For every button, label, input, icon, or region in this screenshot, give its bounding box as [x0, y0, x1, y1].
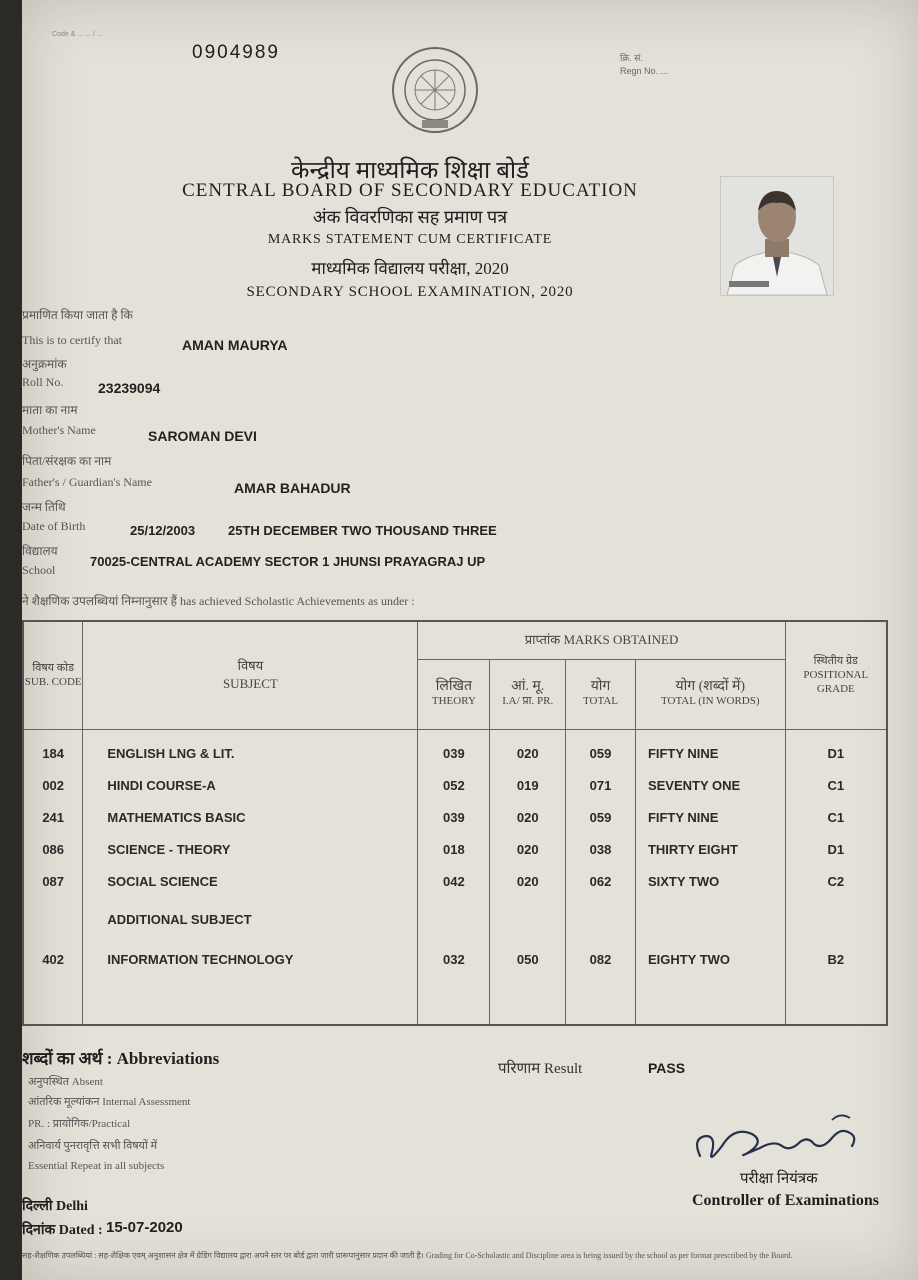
cell-words: THIRTY EIGHT — [635, 833, 785, 865]
serial-number: 0904989 — [192, 42, 280, 63]
cell-ia: 020 — [490, 865, 566, 897]
table-row — [23, 769, 887, 801]
result-value: PASS — [648, 1060, 686, 1076]
cell-ia: 020 — [490, 737, 566, 769]
cell-subject: MATHEMATICS BASIC — [83, 801, 418, 833]
cell-theory: 052 — [418, 769, 490, 801]
top-left-code: Code & ... ... / ... — [52, 31, 103, 38]
mother-hindi: माता का नाम — [22, 403, 78, 417]
controller-title-english: Controller of Examinations — [692, 1192, 879, 1209]
abbr-item: अनिवार्य पुनरावृत्ति सभी विषयों में — [28, 1140, 158, 1152]
col-marks-obtained: प्राप्तांक MARKS OBTAINED — [418, 621, 785, 659]
dob-value: 25/12/2003 — [130, 523, 196, 538]
cell-grade: C2 — [785, 865, 887, 897]
controller-signature — [682, 1098, 872, 1178]
cell-total: 059 — [566, 737, 636, 769]
cell-subject: SOCIAL SCIENCE — [83, 865, 418, 897]
board-name-english: CENTRAL BOARD OF SECONDARY EDUCATION — [182, 180, 638, 201]
table-row — [23, 865, 887, 897]
mother-label: Mother's Name — [22, 423, 96, 437]
cell-total: 059 — [566, 801, 636, 833]
cell-total: 062 — [566, 865, 636, 897]
additional-subject-row — [23, 897, 887, 941]
cell-words: SEVENTY ONE — [635, 769, 785, 801]
school-label: School — [22, 563, 56, 577]
place: दिल्ली Delhi — [22, 1199, 88, 1214]
dated-value: 15-07-2020 — [106, 1219, 183, 1236]
cell-words: EIGHTY TWO — [635, 941, 785, 977]
dob-label: Date of Birth — [22, 519, 86, 533]
abbr-item: PR. : प्रायोगिक/Practical — [28, 1118, 131, 1130]
col-sub-code: विषय कोड SUB. CODE — [23, 621, 83, 729]
school-hindi: विद्यालय — [22, 544, 58, 558]
abbr-item: आंतरिक मूल्यांकन Internal Assessment — [28, 1096, 191, 1108]
cell-words: FIFTY NINE — [635, 801, 785, 833]
col-theory: लिखित THEORY — [418, 659, 490, 729]
statement-title-hindi: अंक विवरणिका सह प्रमाण पत्र — [312, 207, 508, 227]
cell-code: 402 — [23, 941, 83, 977]
cell-code: 241 — [23, 801, 83, 833]
table-filler — [23, 977, 887, 1025]
table-row — [23, 833, 887, 865]
cell-total: 082 — [566, 941, 636, 977]
marks-table — [22, 620, 888, 1026]
student-name: AMAN MAURYA — [182, 337, 288, 353]
col-grade: स्थितीय ग्रेड POSITIONAL GRADE — [785, 621, 887, 729]
dated-label: दिनांक Dated : — [22, 1223, 103, 1238]
cell-theory: 032 — [418, 941, 490, 977]
dob-hindi: जन्म तिथि — [22, 500, 66, 514]
col-total: योग TOTAL — [566, 659, 636, 729]
cell-total: 071 — [566, 769, 636, 801]
marksheet-paper — [22, 0, 918, 1280]
registration-info — [620, 52, 668, 78]
cell-theory: 018 — [418, 833, 490, 865]
board-name-hindi: केन्द्रीय माध्यमिक शिक्षा बोर्ड — [291, 158, 529, 184]
abbr-item: Essential Repeat in all subjects — [28, 1160, 165, 1172]
controller-title-hindi: परीक्षा नियंत्रक — [740, 1171, 818, 1187]
cell-theory: 042 — [418, 865, 490, 897]
exam-title-english: SECONDARY SCHOOL EXAMINATION, 2020 — [246, 284, 574, 300]
dob-words: 25TH DECEMBER TWO THOUSAND THREE — [228, 523, 497, 538]
certify-hindi: प्रमाणित किया जाता है कि — [22, 308, 133, 322]
cell-theory: 039 — [418, 737, 490, 769]
certify-label: This is to certify that — [22, 333, 122, 347]
cell-total: 038 — [566, 833, 636, 865]
school-name: 70025-CENTRAL ACADEMY SECTOR 1 JHUNSI PRAYAGRAJ UP — [90, 554, 486, 569]
cell-words: SIXTY TWO — [635, 865, 785, 897]
roll-label: Roll No. — [22, 375, 64, 389]
regn-line-2: Regn No. ... — [620, 66, 669, 76]
cell-code: 002 — [23, 769, 83, 801]
student-photo — [720, 176, 834, 296]
additional-subject-heading: ADDITIONAL SUBJECT — [83, 897, 418, 941]
mother-name: SAROMAN DEVI — [148, 428, 257, 444]
roll-number: 23239094 — [98, 380, 161, 396]
table-spacer — [23, 729, 887, 737]
table-row — [23, 801, 887, 833]
cell-grade: D1 — [785, 737, 887, 769]
table-row — [23, 941, 887, 977]
achievement-line: ने शैक्षणिक उपलब्धियां निम्नानुसार हैं has achieved Scholastic Achievements as under : — [22, 594, 415, 608]
abbreviations-heading: शब्दों का अर्थ : Abbreviations — [22, 1049, 220, 1068]
cell-grade: C1 — [785, 801, 887, 833]
exam-title-hindi: माध्यमिक विद्यालय परीक्षा, 2020 — [311, 259, 509, 278]
cell-words: FIFTY NINE — [635, 737, 785, 769]
cell-code: 184 — [23, 737, 83, 769]
regn-line-1: क्रि. सं. — [620, 53, 643, 63]
statement-title-english: MARKS STATEMENT CUM CERTIFICATE — [267, 232, 553, 247]
cell-subject: SCIENCE - THEORY — [83, 833, 418, 865]
cell-ia: 019 — [490, 769, 566, 801]
abbr-item: अनुपस्थित Absent — [28, 1076, 103, 1088]
footnote: सह-शैक्षणिक उपलब्धियां : सह-शैक्षिक एवम् अनुशासन क्षेत्र में ग्रेडिंग विद्यालय द्वारा अपने स्तर पर बोर्ड द्वारा जारी प्रारूपानुसार प्रदान की जाती है। Grading for Co-Scholastic and Discipline area is being issued by the school as per format prescribed by the Board. — [22, 1251, 793, 1260]
marks-body — [23, 729, 887, 1025]
col-subject: विषय SUBJECT — [83, 621, 418, 729]
cell-grade: B2 — [785, 941, 887, 977]
father-hindi: पिता/संरक्षक का नाम — [22, 454, 112, 468]
col-total-words: योग (शब्दों में) TOTAL (IN WORDS) — [635, 659, 785, 729]
cell-code: 087 — [23, 865, 83, 897]
father-label: Father's / Guardian's Name — [22, 475, 152, 489]
cell-ia: 020 — [490, 833, 566, 865]
roll-hindi: अनुक्रमांक — [22, 357, 67, 371]
cell-ia: 020 — [490, 801, 566, 833]
table-row — [23, 737, 887, 769]
cell-theory: 039 — [418, 801, 490, 833]
cell-subject: HINDI COURSE-A — [83, 769, 418, 801]
cbse-seal-icon — [380, 44, 490, 140]
father-name: AMAR BAHADUR — [234, 480, 351, 496]
cell-code: 086 — [23, 833, 83, 865]
result-label: परिणाम Result — [498, 1061, 583, 1077]
cell-ia: 050 — [490, 941, 566, 977]
cell-subject: INFORMATION TECHNOLOGY — [83, 941, 418, 977]
cell-grade: D1 — [785, 833, 887, 865]
cell-grade: C1 — [785, 769, 887, 801]
cell-subject: ENGLISH LNG & LIT. — [83, 737, 418, 769]
col-ia: आं. मू. I.A/ प्रा. PR. — [490, 659, 566, 729]
